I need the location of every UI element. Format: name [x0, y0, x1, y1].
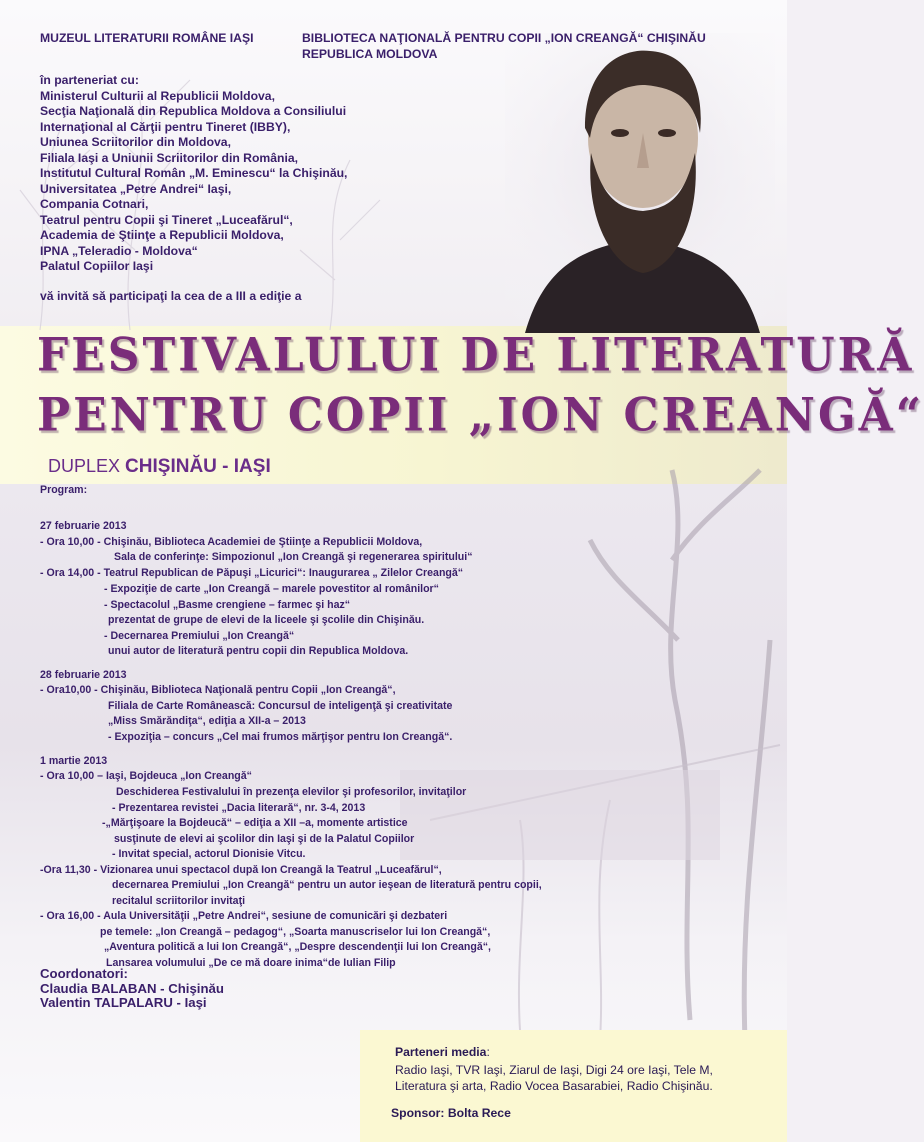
partner-item: Internaţional al Cărţii pentru Tineret (IBBY),: [40, 119, 291, 134]
partner-item: Universitatea „Petre Andrei“ Iaşi,: [40, 181, 232, 196]
program-line: prezentat de grupe de elevi de la liceele şi şcolile din Chişinău.: [108, 614, 425, 626]
program-line: Lansarea volumului „De ce mă doare inima“de Iulian Filip: [106, 957, 396, 969]
invitation-text: vă invită să participaţi la cea de a III a ediţie a: [40, 289, 302, 303]
partner-item: Compania Cotnari,: [40, 197, 149, 211]
program-line: - Expoziţie de carte „Ion Creangă – marele povestitor al românilor“: [104, 583, 439, 595]
partner-item: Ministerul Culturii al Republicii Moldova,: [40, 88, 275, 103]
duplex-prefix: DUPLEX: [48, 456, 121, 476]
program-line: 1 martie 2013: [40, 755, 108, 767]
program-label: Program:: [40, 484, 88, 496]
media-partners-box: [360, 1030, 787, 1142]
coordinator-name: Claudia BALABAN - Chişinău: [40, 980, 224, 996]
program-line: -„Mărţişoare la Bojdeucă“ – ediţia a XII –a, momente artistice: [102, 817, 408, 829]
library-header-line2: REPUBLICA MOLDOVA: [302, 46, 438, 61]
program-line: 27 februarie 2013: [40, 520, 127, 532]
duplex-cities: CHIŞINĂU - IAŞI: [125, 456, 271, 477]
partner-item: Filiala Iaşi a Uniunii Scriitorilor din România,: [40, 150, 299, 165]
program-line: Filiala de Carte Românească: Concursul de inteligenţă şi creativitate: [108, 700, 453, 712]
program-line: unui autor de literatură pentru copii din Republica Moldova.: [108, 645, 409, 657]
program-line: - Ora10,00 - Chişinău, Biblioteca Naţională pentru Copii „Ion Creangă“,: [40, 684, 396, 696]
festival-title-line1: FESTIVALULUI DE LITERATURĂ: [37, 328, 915, 383]
program-line: „Miss Smărăndiţa“, ediţia a XII-a – 2013: [108, 715, 306, 727]
partner-item: Academia de Ştiinţe a Republicii Moldova,: [40, 228, 284, 242]
media-label-text: Parteneri media: [395, 1045, 487, 1059]
program-line: - Expoziţia – concurs „Cel mai frumos mărţişor pentru Ion Creangă“.: [108, 731, 453, 743]
program-line: - Ora 16,00 - Aula Universităţii „Petre Andrei“, sesiune de comunicări şi dezbateri: [40, 910, 448, 922]
program-line: decernarea Premiului „Ion Creangă“ pentru un autor ieşean de literatură pentru copii,: [112, 879, 542, 891]
program-line: - Ora 10,00 - Chişinău, Biblioteca Academiei de Ştiinţe a Republicii Moldova,: [40, 536, 423, 548]
partner-item: Uniunea Scriitorilor din Moldova,: [40, 135, 231, 149]
program-line: Sala de conferinţe: Simpozionul „Ion Creangă şi regenerarea spiritului“: [114, 551, 473, 563]
partners-intro: în parteneriat cu:: [40, 73, 139, 87]
partner-item: IPNA „Teleradio - Moldova“: [40, 243, 198, 258]
program-line: - Ora 14,00 - Teatrul Republican de Păpuşi „Licurici“: Inaugurarea „ Zilelor Creangă“: [40, 567, 464, 579]
partner-item: Palatul Copiilor Iaşi: [40, 259, 154, 273]
program-line: 28 februarie 2013: [40, 669, 127, 681]
library-header-line1: BIBLIOTECA NAŢIONALĂ PENTRU COPII „ION CREANGĂ“ CHIŞINĂU: [302, 31, 706, 45]
partner-item: Secţia Naţională din Republica Moldova a Consiliului: [40, 104, 347, 118]
program-line: -Ora 11,30 - Vizionarea unui spectacol după Ion Creangă la Teatrul „Luceafărul“,: [40, 864, 442, 876]
program-line: susţinute de elevi ai şcolilor din Iaşi şi de la Palatul Copiilor: [114, 833, 415, 845]
program-line: - Ora 10,00 – Iaşi, Bojdeuca „Ion Creangă“: [40, 770, 252, 782]
media-label-colon: :: [486, 1045, 490, 1059]
writer-portrait-image: [505, 33, 775, 333]
program-line: „Aventura politică a lui Ion Creangă“, „Despre descendenţii lui Ion Creangă“,: [104, 941, 491, 953]
partner-item: Institutul Cultural Român „M. Eminescu“ la Chişinău,: [40, 166, 348, 180]
media-label: [395, 1045, 490, 1059]
program-line: - Decernarea Premiului „Ion Creangă“: [104, 630, 295, 642]
program-line: recitalul scriitorilor invitaţi: [112, 895, 246, 907]
program-line: Deschiderea Festivalului în prezenţa elevilor şi profesorilor, invitaţilor: [116, 786, 467, 798]
sponsor: Sponsor: Bolta Rece: [391, 1106, 511, 1120]
library-header: [302, 31, 706, 62]
partner-item: Teatrul pentru Copii şi Tineret „Luceafărul“,: [40, 212, 293, 227]
program-line: - Spectacolul „Basme crengiene – farmec şi haz“: [104, 599, 351, 611]
museum-header: MUZEUL LITERATURII ROMÂNE IAŞI: [40, 31, 254, 45]
program-line: - Prezentarea revistei „Dacia literară“, nr. 3-4, 2013: [112, 802, 366, 814]
media-line: Radio Iaşi, TVR Iaşi, Ziarul de Iaşi, Digi 24 ore Iaşi, Tele M,: [395, 1063, 713, 1077]
duplex-subtitle: [48, 456, 271, 478]
partners-list: [40, 73, 347, 275]
coordinators-label: Coordonatori:: [40, 966, 128, 981]
program-line: - Invitat special, actorul Dionisie Vitcu.: [112, 848, 306, 860]
program-line: pe temele: „Ion Creangă – pedagog“, „Soarta manuscriselor lui Ion Creangă“,: [100, 926, 491, 938]
coordinator-name: Valentin TALPALARU - Iaşi: [40, 995, 207, 1010]
festival-title-line2: PENTRU COPII „ION CREANGĂ“: [37, 388, 924, 443]
media-line: Literatura şi arta, Radio Vocea Basarabiei, Radio Chişinău.: [395, 1079, 713, 1093]
coordinators: [40, 967, 224, 1011]
